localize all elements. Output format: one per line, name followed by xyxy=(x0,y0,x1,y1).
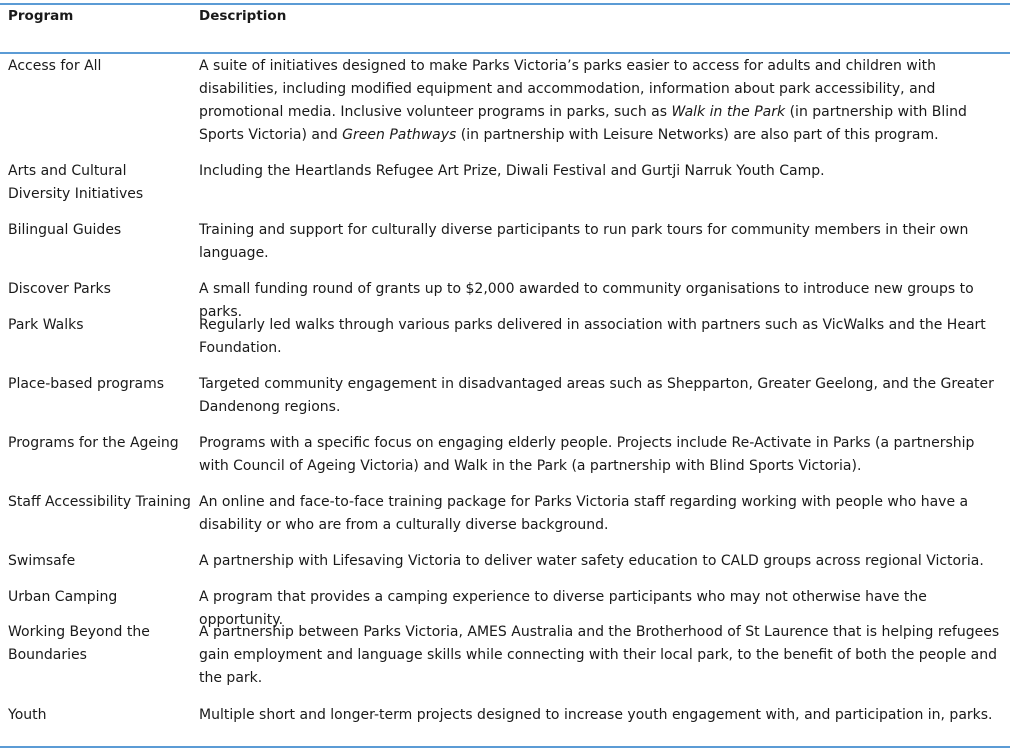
program-name: Swimsafe xyxy=(8,553,76,569)
program-name: Place-based programs xyxy=(8,376,165,392)
program-name: Youth xyxy=(8,707,47,723)
column-header-program: Program xyxy=(8,8,74,24)
program-description: Targeted community engagement in disadvantaged areas such as Shepparton, Greater Geelong, and the Greater Dandenong regions. xyxy=(199,376,994,415)
program-description: A partnership with Lifesaving Victoria to deliver water safety education to CALD groups across regional Victoria. xyxy=(199,553,984,569)
header-rule xyxy=(0,52,1010,54)
program-name: Discover Parks xyxy=(8,281,111,297)
program-name: Staff Accessibility Training xyxy=(8,494,191,510)
program-name: Working Beyond the Boundaries xyxy=(8,624,150,663)
program-name: Urban Camping xyxy=(8,589,118,605)
program-name: Arts and Cultural Diversity Initiatives xyxy=(8,163,144,202)
program-description: A partnership between Parks Victoria, AMES Australia and the Brotherhood of St Laurence that is helping refugees gain employment and language skills while connecting with their local park, to the benefit of both the people and the park. xyxy=(199,624,1000,686)
program-description: Regularly led walks through various parks delivered in association with partners such as VicWalks and the Heart Foundation. xyxy=(199,317,986,356)
description-text: (in partnership with Leisure Networks) are also part of this program. xyxy=(456,127,939,143)
description-emphasis: Walk in the Park xyxy=(671,104,786,120)
table-bottom-rule xyxy=(0,746,1010,748)
program-description: Multiple short and longer-term projects designed to increase youth engagement with, and participation in, parks. xyxy=(199,707,993,723)
program-name: Park Walks xyxy=(8,317,84,333)
program-description: A program that provides a camping experience to diverse participants who may not otherwise have the opportunity. xyxy=(199,589,927,628)
program-description: Including the Heartlands Refugee Art Prize, Diwali Festival and Gurtji Narruk Youth Camp. xyxy=(199,163,825,179)
program-description: An online and face-to-face training package for Parks Victoria staff regarding working with people who have a disability or who are from a culturally diverse background. xyxy=(199,494,969,533)
description-text: (in partnership with Blind Sports Victoria) and xyxy=(199,104,967,143)
column-header-description: Description xyxy=(199,8,287,24)
program-description: Training and support for culturally diverse participants to run park tours for community members in their own language. xyxy=(199,222,969,261)
description-text: A suite of initiatives designed to make Parks Victoria’s parks easier to access for adults and children with disabilities, including modified equipment and accommodation, information about park accessibility, and promotional media. Inclusive volunteer programs in parks, such as xyxy=(199,58,937,120)
program-name: Programs for the Ageing xyxy=(8,435,179,451)
program-name: Bilingual Guides xyxy=(8,222,122,238)
program-description: A small funding round of grants up to $2,000 awarded to community organisations to introduce new groups to parks. xyxy=(199,281,974,320)
program-name: Access for All xyxy=(8,58,102,74)
program-description xyxy=(199,55,1007,147)
description-emphasis: Green Pathways xyxy=(342,127,457,143)
table-top-rule xyxy=(0,3,1010,5)
program-description: Programs with a specific focus on engaging elderly people. Projects include Re-Activate in Parks (a partnership with Council of Ageing Victoria) and Walk in the Park (a partnership with Blind Sports Victoria). xyxy=(199,435,975,474)
